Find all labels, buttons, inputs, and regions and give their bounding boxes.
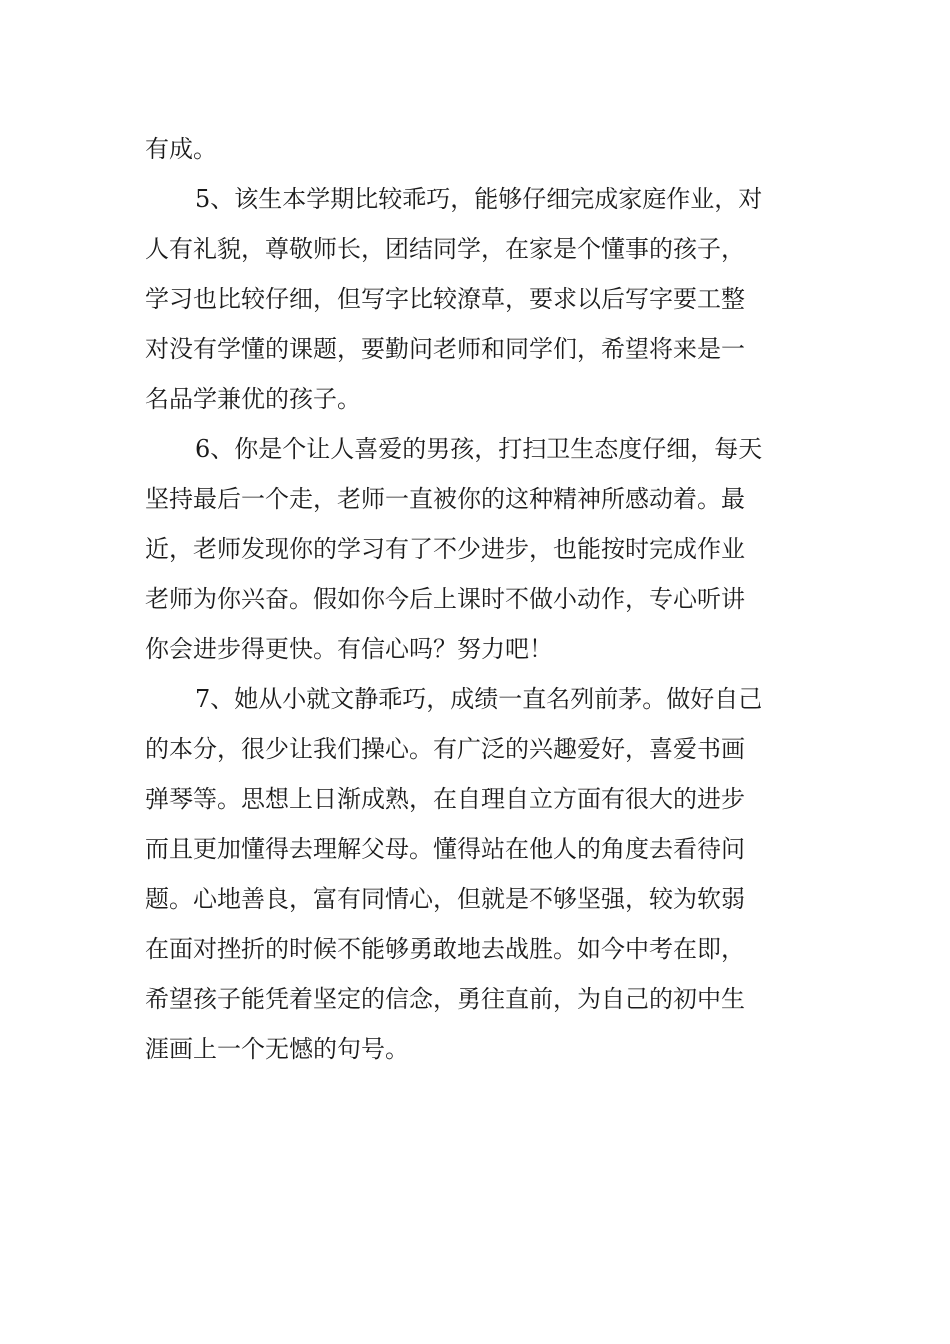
text-line: 的本分，很少让我们操心。有广泛的兴趣爱好，喜爱书画: [145, 735, 745, 763]
text-line: 弹琴等。思想上日渐成熟，在自理自立方面有很大的进步: [145, 785, 745, 813]
text-line: 近，老师发现你的学习有了不少进步，也能按时完成作业: [145, 535, 745, 563]
text-line: 希望孩子能凭着坚定的信念，勇往直前，为自己的初中生: [145, 985, 745, 1013]
text-line: 而且更加懂得去理解父母。懂得站在他人的角度去看待问: [145, 835, 745, 863]
text-line: 在面对挫折的时候不能够勇敢地去战胜。如今中考在即，: [145, 935, 745, 963]
text-line: 你会进步得更快。有信心吗？努力吧！: [145, 635, 553, 663]
paragraph-7-first-line: 7、她从小就文静乖巧，成绩一直名列前茅。做好自己: [195, 685, 763, 713]
text-line: 涯画上一个无憾的句号。: [145, 1035, 409, 1063]
text-line: 学习也比较仔细，但写字比较潦草，要求以后写字要工整: [145, 285, 745, 313]
text-line: 题。心地善良，富有同情心，但就是不够坚强，较为软弱: [145, 885, 745, 913]
text-line: 对没有学懂的课题，要勤问老师和同学们，希望将来是一: [145, 335, 745, 363]
text-line: 名品学兼优的孩子。: [145, 385, 361, 413]
text-line: 坚持最后一个走，老师一直被你的这种精神所感动着。最: [145, 485, 745, 513]
text-line: 有成。: [145, 135, 217, 163]
text-line: 老师为你兴奋。假如你今后上课时不做小动作，专心听讲: [145, 585, 745, 613]
paragraph-5-first-line: 5、该生本学期比较乖巧，能够仔细完成家庭作业，对: [195, 185, 763, 213]
paragraph-6-first-line: 6、你是个让人喜爱的男孩，打扫卫生态度仔细，每天: [195, 435, 763, 463]
text-line: 人有礼貌，尊敬师长，团结同学，在家是个懂事的孩子，: [145, 235, 745, 263]
